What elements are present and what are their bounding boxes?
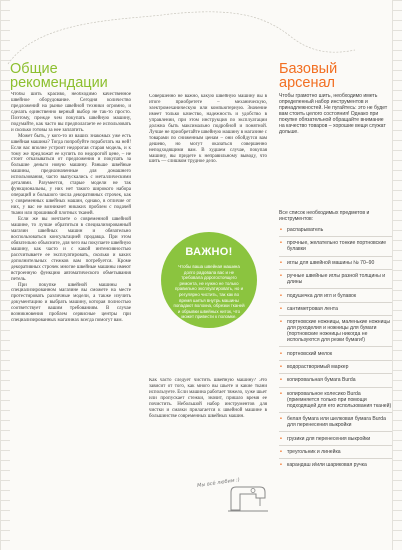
left-margin-grid <box>0 0 10 550</box>
bullet-icon: • <box>280 448 282 455</box>
paragraph: Совершенно не важно, какую швейную машину вы в итоге приобретете – механическую, электромеханическую или компьютерную. Значение имеет только качество, надежность и удобство в управлении, при этом инструкция по эксплуатации должна быть максимально подробной и понятной. Лучше не приобретайте швейную машину в магазине с товарами по сниженным ценам – они обойдутся вам дешево, но могут оказаться совершенно неподходящими вам. В худшем случае, покупая машину, вы придете к неправильному выводу, что шить — слишком трудное дело. <box>149 94 267 165</box>
list-item-text: карандаш и/или шариковая ручка <box>287 462 367 469</box>
paragraph: Как часто следует чистить швейную машину? Это зависит от того, как много вы шьете и какие ткани используете. Если машина работает тяжело, хуже шьет или пропускает стежки, значит, пришло время ее почистить. Небольшой набор инструментов для чистки и смазки прилагается к швейной машине в большинстве современных швейных машин. <box>149 378 267 419</box>
arsenal-subheading: Все список необходимых предметов и инструментов: <box>279 210 370 222</box>
list-item <box>279 293 392 303</box>
list-item <box>279 391 392 413</box>
list-item-text: белая бумага или шелковая бумага Burda для перенесения выкройки <box>287 416 386 429</box>
badge-text: Чтобы ваша швейная машина долго радовала вас и не требовала дорогостоящего ремонта, не нужно не только правильно эксплуатировать, но и регулярно чистить, так как во время шитья внутрь машины попадают волокна, обрезки тканей и обрывки швейных ниток, что может привести к поломке. <box>173 264 245 320</box>
list-item <box>279 364 392 374</box>
list-item <box>279 273 392 289</box>
left-column <box>11 92 131 520</box>
list-item <box>279 319 392 347</box>
sewing-machine-icon <box>226 480 270 516</box>
heading-line-2: рекомендации <box>10 75 108 91</box>
list-item <box>279 227 392 237</box>
list-item-text: копировальная бумага Burda <box>287 377 356 384</box>
list-item <box>279 260 392 270</box>
bullet-icon: • <box>280 227 282 233</box>
list-item-text: водорастворимый маркер <box>287 364 349 370</box>
badge-title: ВАЖНО! <box>185 246 233 258</box>
bullet-icon: • <box>280 273 282 280</box>
list-item-text: портновские ножницы, маленькие ножницы для рукоделия и ножницы для бумаги (портновские ножницы никогда не используются для резки бумаги!) <box>287 319 391 344</box>
bullet-icon: • <box>280 462 282 469</box>
bullet-icon: • <box>280 305 282 312</box>
bullet-icon: • <box>280 319 282 326</box>
list-item <box>279 462 392 471</box>
list-item-text: подушечка для игл и булавок <box>287 292 357 299</box>
general-recommendations-heading <box>10 62 130 90</box>
paragraph: Если же вы мечтаете о современной швейной машине, то лучше обратиться в специализированный магазин швейных машин и обязательно воспользоваться консультацией продавца. При этом обязательно объясните, для чего вы покупаете швейную машину, как часто и с какой интенсивностью рассчитываете ее эксплуатировать, сколько и каких дополнительных стежков вам потребуется. Кроме декоративных строчек многие швейные машины имеют встроенную функцию автоматического обметывания петель. <box>11 217 131 282</box>
heading-line-2: арсенал <box>279 75 335 91</box>
list-item-text: копировальное колесико Burda (приемняется только при помощи подходящей для его использования тканей) <box>287 390 392 409</box>
doodle-note: Мы всё любим :) <box>196 477 241 489</box>
bullet-icon: • <box>280 377 282 384</box>
list-item <box>279 416 392 432</box>
bullet-icon: • <box>280 364 282 370</box>
bullet-icon: • <box>280 435 282 442</box>
important-note-badge <box>161 232 257 328</box>
list-item <box>279 240 392 256</box>
list-item-text: распарыватель <box>287 227 324 233</box>
middle-column-top <box>149 94 267 234</box>
basic-arsenal-heading <box>279 62 389 90</box>
list-item-text: прочные, желательно тонкие портновские булавки <box>287 240 387 253</box>
paragraph: Может быть, у кого-то из ваших знакомых уже есть швейная машина? Тогда попробуйте поработать на ней! Если вас вполне устроит недорогая старая модель, и к тому же предложат ее купить по недорогой цене, – не стоит отказываться от предложения и покупать за большие деньги новую машину. Раньше швейные машины, предназначенные для домашнего использования, часто выпускались с металлическими деталями. Разумеется, старые модели не так функциональны, у них нет такого широкого набора операций и большого числа декоративных строчек, как у современных швейных машин, однако, в отличие от них, у вас не возникнет никаких проблем с подачей ткани или прошивкой плотных тканей. <box>11 133 131 217</box>
bullet-icon: • <box>280 292 282 299</box>
list-item-text: иглы для швейной машины № 70–90 <box>287 259 375 266</box>
list-item-text: треугольник и линейка <box>287 448 341 455</box>
list-item-text: грузики для перенесения выкройки <box>287 435 371 442</box>
bullet-icon: • <box>280 416 282 423</box>
bullet-icon: • <box>280 259 282 266</box>
paragraph: При покупке швейной машины в специализированном магазине вы сможете на месте протестировать различные модели, а также изучить документацию и выбрать машину, которая полностью соответствует вашим требованиям. В случае возникновения проблем сервисные центры при специализированных магазинах всегда помогут вам. <box>11 282 131 324</box>
list-item-text: сантиметровая лента <box>287 305 338 312</box>
list-item-text: портновский мелок <box>287 350 333 357</box>
arsenal-intro: Чтобы грамотно шить, необходимо иметь определенный набор инструментов и принадлежностей. Не пугайтесь: это не будет вам стоить целого состояния! Однако при покупке обязательной обращайте внимание на качество товаров – хорошие вещи служат дольше. <box>279 93 388 135</box>
tools-list <box>279 227 392 475</box>
list-item <box>279 436 392 446</box>
bullet-icon: • <box>280 390 282 397</box>
list-item <box>279 306 392 316</box>
bullet-icon: • <box>280 240 282 247</box>
heading-line-1: Общие <box>10 61 58 77</box>
bullet-icon: • <box>280 350 282 357</box>
list-item <box>279 377 392 387</box>
right-margin-grid <box>392 0 402 550</box>
heading-line-1: Базовый <box>279 61 338 77</box>
paragraph: Чтобы шить красиво, необходимо качественное швейное оборудование. Сегодня количество предложений на рынке швейной техники огромно, и сделать единственно верный выбор не так-то просто. Поэтому, прежде чем покупать швейную машину, подумайте, как часто вы предполагаете ее использовать и сколько готовы за нее заплатить. <box>11 92 131 133</box>
list-item <box>279 351 392 361</box>
list-item-text: ручные швейные иглы разной толщины и длины <box>287 273 386 286</box>
list-item <box>279 449 392 459</box>
